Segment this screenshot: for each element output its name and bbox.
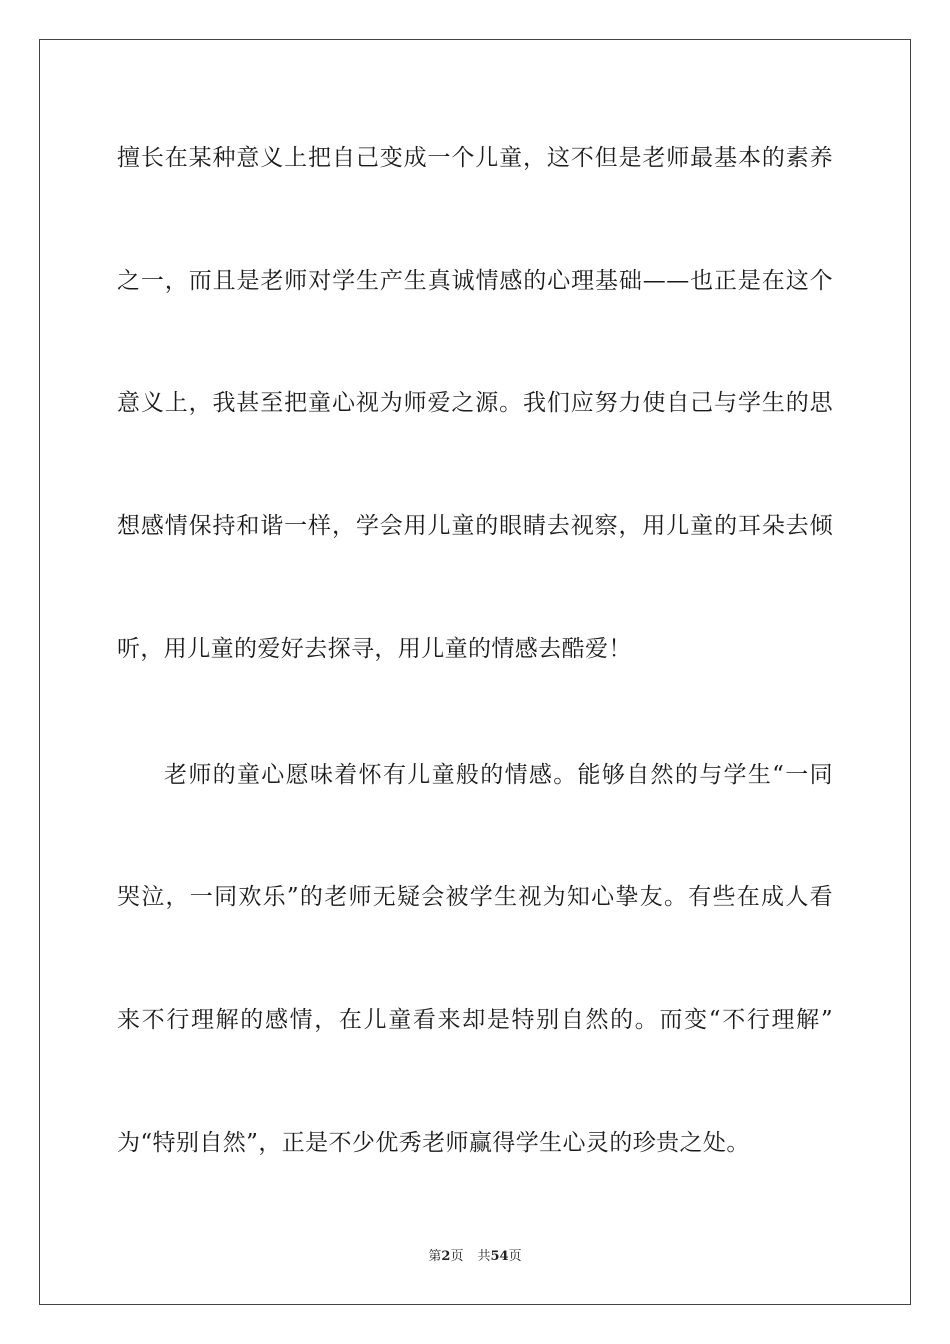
paragraph-line: 为“特别自然”，正是不少优秀老师赢得学生心灵的珍贵之处。 xyxy=(117,1130,750,1156)
page-footer xyxy=(0,1248,950,1266)
paragraph-line: 意义上，我甚至把童心视为师爱之源。我们应努力使自己与学生的思 xyxy=(117,390,833,416)
paragraph-line: 听，用儿童的爱好去探寻，用儿童的情感去酷爱！ xyxy=(117,636,632,662)
page-border xyxy=(39,39,911,1305)
paragraph-line: 擅长在某种意义上把自己变成一个儿童，这不但是老师最基本的素养 xyxy=(117,145,833,171)
paragraph-line: 哭泣，一同欢乐”的老师无疑会被学生视为知心挚友。有些在成人看 xyxy=(117,884,833,910)
total-suffix: 页 xyxy=(508,1249,522,1264)
total-pages: 54 xyxy=(490,1249,509,1264)
page-prefix: 第 xyxy=(428,1249,442,1264)
paragraph-line: 来不行理解的感情，在儿童看来却是特别自然的。而变“不行理解” xyxy=(117,1007,833,1033)
total-prefix: 共 xyxy=(477,1249,491,1264)
paragraph-line-indented: 老师的童心愿味着怀有儿童般的情感。能够自然的与学生“一同 xyxy=(164,762,833,788)
paragraph-line: 想感情保持和谐一样，学会用儿童的眼睛去视察，用儿童的耳朵去倾 xyxy=(117,513,833,539)
paragraph-line: 之一，而且是老师对学生产生真诚情感的心理基础——也正是在这个 xyxy=(117,268,833,294)
page-suffix: 页 xyxy=(450,1249,464,1264)
page-number: 2 xyxy=(441,1249,451,1264)
